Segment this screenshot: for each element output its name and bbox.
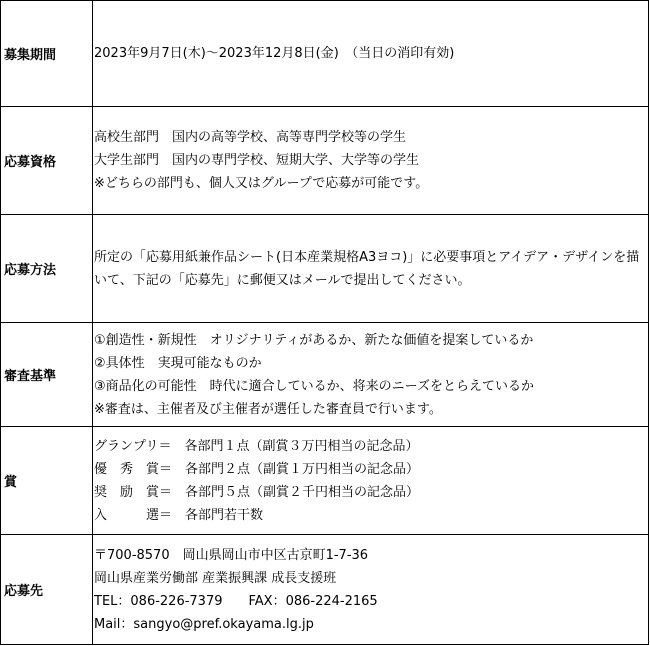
prize-line-1: グランプリ＝ 各部門１点（副賞３万円相当の記念品） <box>94 438 419 454</box>
eligibility-line-3: ※どちらの部門も、個人又はグループで応募が可能です。 <box>94 176 429 191</box>
method-text: 所定の「応募用紙兼作品シート(日本産業規格A3ヨコ)」に必要事項とアイデア・デザインを描いて、下記の「応募先」に郵便又はメールで提出してください。 <box>93 215 649 323</box>
prize-content <box>93 427 649 535</box>
contact-address: 〒700-8570 岡山県岡山市中区古京町1-7-36 <box>94 547 369 563</box>
prize-label: 賞 <box>1 427 93 535</box>
criteria-line-3: ③商品化の可能性 時代に適合しているか、将来のニーズをとらえているか <box>94 378 535 394</box>
criteria-content <box>93 323 649 427</box>
contact-email: Mail：sangyo@pref.okayama.lg.jp <box>94 616 314 632</box>
row-method <box>1 215 649 323</box>
contact-label: 応募先 <box>1 535 93 645</box>
criteria-line-1: ①創造性・新規性 オリジナリティがあるか、新たな価値を提案しているか <box>94 332 534 348</box>
prize-line-4: 入 選＝ 各部門若干数 <box>94 507 264 523</box>
eligibility-line-2: 大学生部門 国内の専門学校、短期大学、大学等の学生 <box>94 153 420 168</box>
row-criteria <box>1 323 649 427</box>
period-label: 募集期間 <box>1 1 93 107</box>
eligibility-content <box>93 107 649 215</box>
contact-department: 岡山県産業労働部 産業振興課 成長支援班 <box>94 570 337 586</box>
eligibility-line-1: 高校生部門 国内の高等学校、高等専門学校等の学生 <box>94 130 407 145</box>
criteria-label: 審査基準 <box>1 323 93 427</box>
row-prize <box>1 427 649 535</box>
contact-content <box>93 535 649 645</box>
row-contact <box>1 535 649 645</box>
row-eligibility <box>1 107 649 215</box>
contact-phone-fax: TEL：086-226-7379 FAX：086-224-2165 <box>94 593 378 609</box>
method-label: 応募方法 <box>1 215 93 323</box>
eligibility-label: 応募資格 <box>1 107 93 215</box>
prize-line-2: 優 秀 賞＝ 各部門２点（副賞１万円相当の記念品） <box>94 461 420 477</box>
period-text: 2023年9月7日(木)〜2023年12月8日(金) （当日の消印有効) <box>93 1 649 107</box>
criteria-line-2: ②具体性 実現可能なものか <box>94 355 262 371</box>
row-period <box>1 1 649 107</box>
prize-line-3: 奨 励 賞＝ 各部門５点（副賞２千円相当の記念品） <box>94 484 420 500</box>
criteria-line-4: ※審査は、主催者及び主催者が選任した審査員で行います。 <box>94 401 442 417</box>
